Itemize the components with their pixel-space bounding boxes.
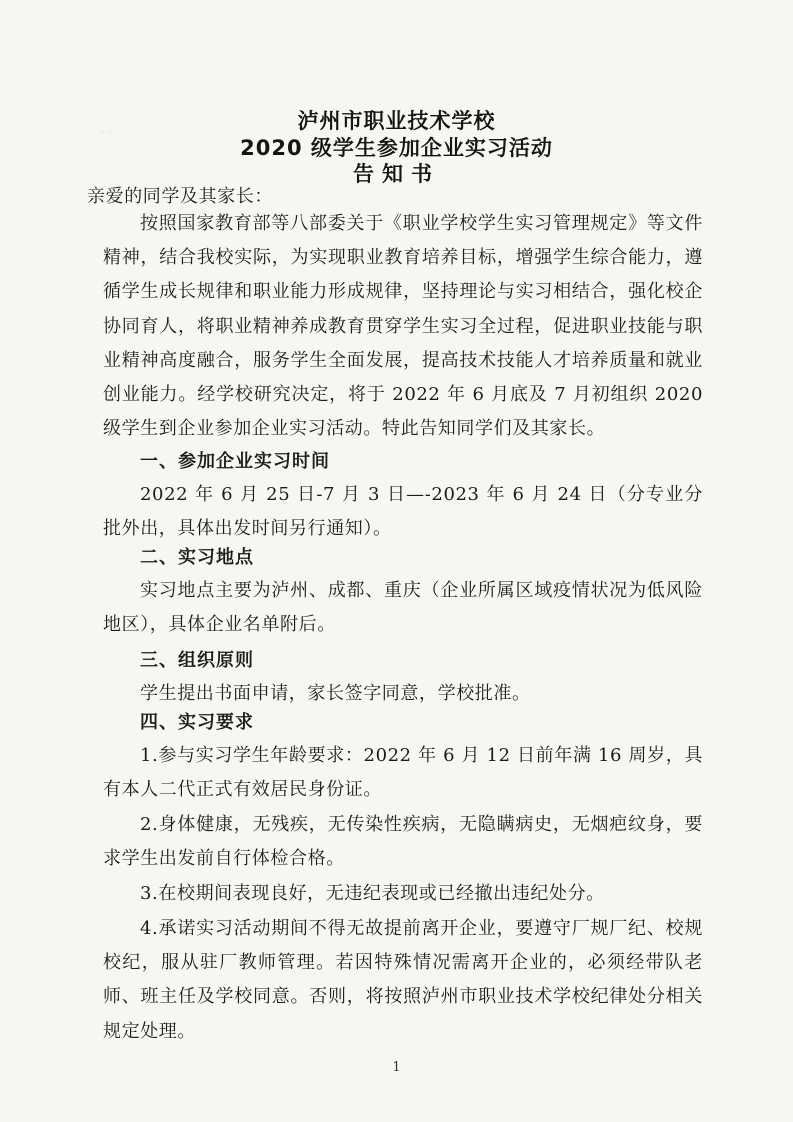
section-heading-location: 二、实习地点 xyxy=(140,547,254,568)
section-time-text: 2022 年 6 月 25 日-7 月 3 日—-2023 年 6 月 24 日（分专业分批外出，具体出发时间另行通知）。 xyxy=(103,484,703,540)
page-number: 1 xyxy=(392,1060,401,1075)
requirement-item-1: 1.参与实习学生年龄要求：2022 年 6 月 12 日前年满 16 周岁，具有本人二代正式有效居民身份证。 xyxy=(103,745,703,801)
section-heading-requirements: 四、实习要求 xyxy=(140,712,254,733)
requirement-item-3: 3.在校期间表现良好，无违纪表现或已经撤出违纪处分。 xyxy=(140,883,605,904)
requirement-item-2: 2.身体健康，无残疾，无传染性疾病，无隐瞒病史，无烟疤纹身，要求学生出发前自行体检合格。 xyxy=(103,814,703,870)
salutation: 亲爱的同学及其家长： xyxy=(87,186,273,207)
requirement-item-4: 4.承诺实习活动期间不得无故提前离开企业，要遵守厂规厂纪、校规校纪，服从驻厂教师管理。若因特殊情况需离开企业的，必须经带队老师、班主任及学校同意。否则，将按照泸州市职业技术学校纪律处分相关规定处理。 xyxy=(103,918,703,1042)
section-heading-time: 一、参加企业实习时间 xyxy=(140,451,330,472)
show-through-text: 。。 xyxy=(100,121,121,137)
intro-paragraph: 按照国家教育部等八部委关于《职业学校学生实习管理规定》等文件精神，结合我校实际，为实现职业教育培养目标，增强学生综合能力，遵循学生成长规律和职业能力形成规律，坚持理论与实习相结合，强化校企协同育人，将职业精神养成教育贯穿学生实习全过程，促进职业技能与职业精神高度融合，服务学生全面发展，提高技术技能人才培养质量和就业创业能力。经学校研究决定，将于 2022 年 6 月底及 7 月初组织 2020 级学生到企业参加企业实习活动。特此告知同学们及其家长。 xyxy=(103,213,703,440)
document-title-activity: 2020 级学生参加企业实习活动 xyxy=(240,136,553,160)
section-principle-text: 学生提出书面申请，家长签字同意，学校批准。 xyxy=(140,683,531,704)
document-title-school: 泸州市职业技术学校 xyxy=(297,109,496,133)
section-location-text: 实习地点主要为泸州、成都、重庆（企业所属区域疫情状况为低风险地区），具体企业名单附后。 xyxy=(103,580,703,636)
section-heading-principle: 三、组织原则 xyxy=(140,650,254,671)
document-title-notice: 告知书 xyxy=(353,162,440,186)
